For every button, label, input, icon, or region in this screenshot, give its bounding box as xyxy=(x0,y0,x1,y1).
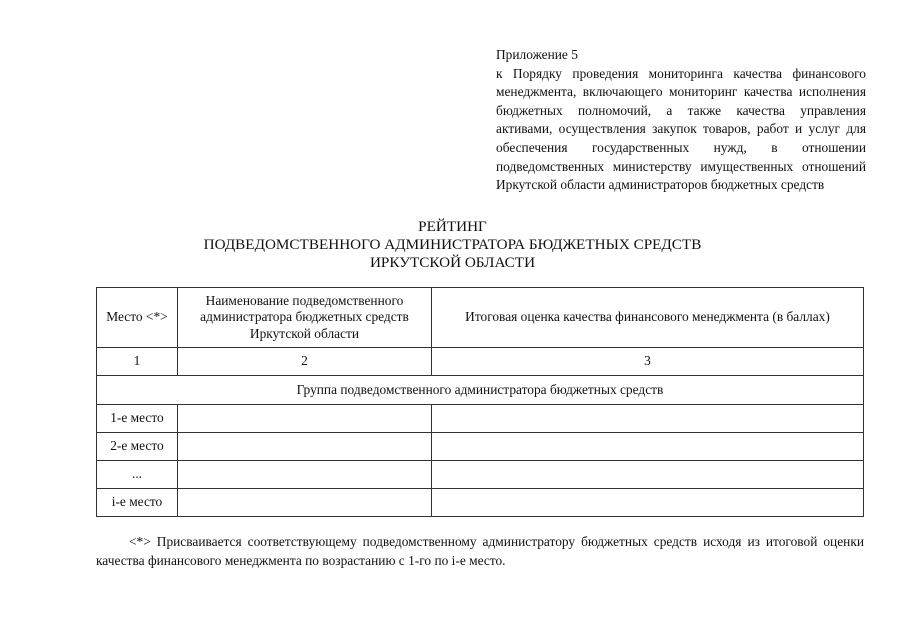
name-cell xyxy=(178,461,432,489)
group-label: Группа подведомственного администратора бюджетных средств xyxy=(97,376,864,405)
rating-table xyxy=(96,287,864,517)
table-row xyxy=(97,405,864,433)
column-number: 3 xyxy=(432,348,864,376)
header-place: Место <*> xyxy=(97,288,178,348)
appendix-block xyxy=(496,46,866,195)
column-number: 2 xyxy=(178,348,432,376)
place-cell: 1-е место xyxy=(97,405,178,433)
table-header-row xyxy=(97,288,864,348)
name-cell xyxy=(178,489,432,517)
column-number: 1 xyxy=(97,348,178,376)
name-cell xyxy=(178,433,432,461)
table-row xyxy=(97,489,864,517)
place-cell: i-е место xyxy=(97,489,178,517)
place-cell: 2-е место xyxy=(97,433,178,461)
group-row xyxy=(97,376,864,405)
table-row xyxy=(97,461,864,489)
score-cell xyxy=(432,405,864,433)
title-line-2: ПОДВЕДОМСТВЕННОГО АДМИНИСТРАТОРА БЮДЖЕТНЫХ СРЕДСТВ xyxy=(203,236,702,253)
title-line-3: ИРКУТСКОЙ ОБЛАСТИ xyxy=(369,254,536,271)
header-name: Наименование подведомственного администратора бюджетных средств Иркутской области xyxy=(178,288,432,348)
footnote: <*> Присваивается соответствующему подведомственному администратору бюджетных средств исходя из итоговой оценки качества финансового менеджмента по возрастанию с 1-го по i-е место. xyxy=(96,534,864,568)
score-cell xyxy=(432,489,864,517)
appendix-label: Приложение 5 xyxy=(496,47,578,62)
title-line-1: РЕЙТИНГ xyxy=(418,218,487,235)
score-cell xyxy=(432,461,864,489)
table-row xyxy=(97,433,864,461)
document-title xyxy=(0,218,905,272)
header-score: Итоговая оценка качества финансового менеджмента (в баллах) xyxy=(432,288,864,348)
score-cell xyxy=(432,433,864,461)
appendix-text: к Порядку проведения мониторинга качества финансового менеджмента, включающего мониторинг качества исполнения бюджетных полномочий, а также качества управления активами, осуществления закупок товаров, работ и услуг для обеспечения государственных нужд, в отношении подведомственных министерству имущественных отношений Иркутской области администраторов бюджетных средств xyxy=(496,65,866,193)
name-cell xyxy=(178,405,432,433)
place-cell: ... xyxy=(97,461,178,489)
column-number-row xyxy=(97,348,864,376)
